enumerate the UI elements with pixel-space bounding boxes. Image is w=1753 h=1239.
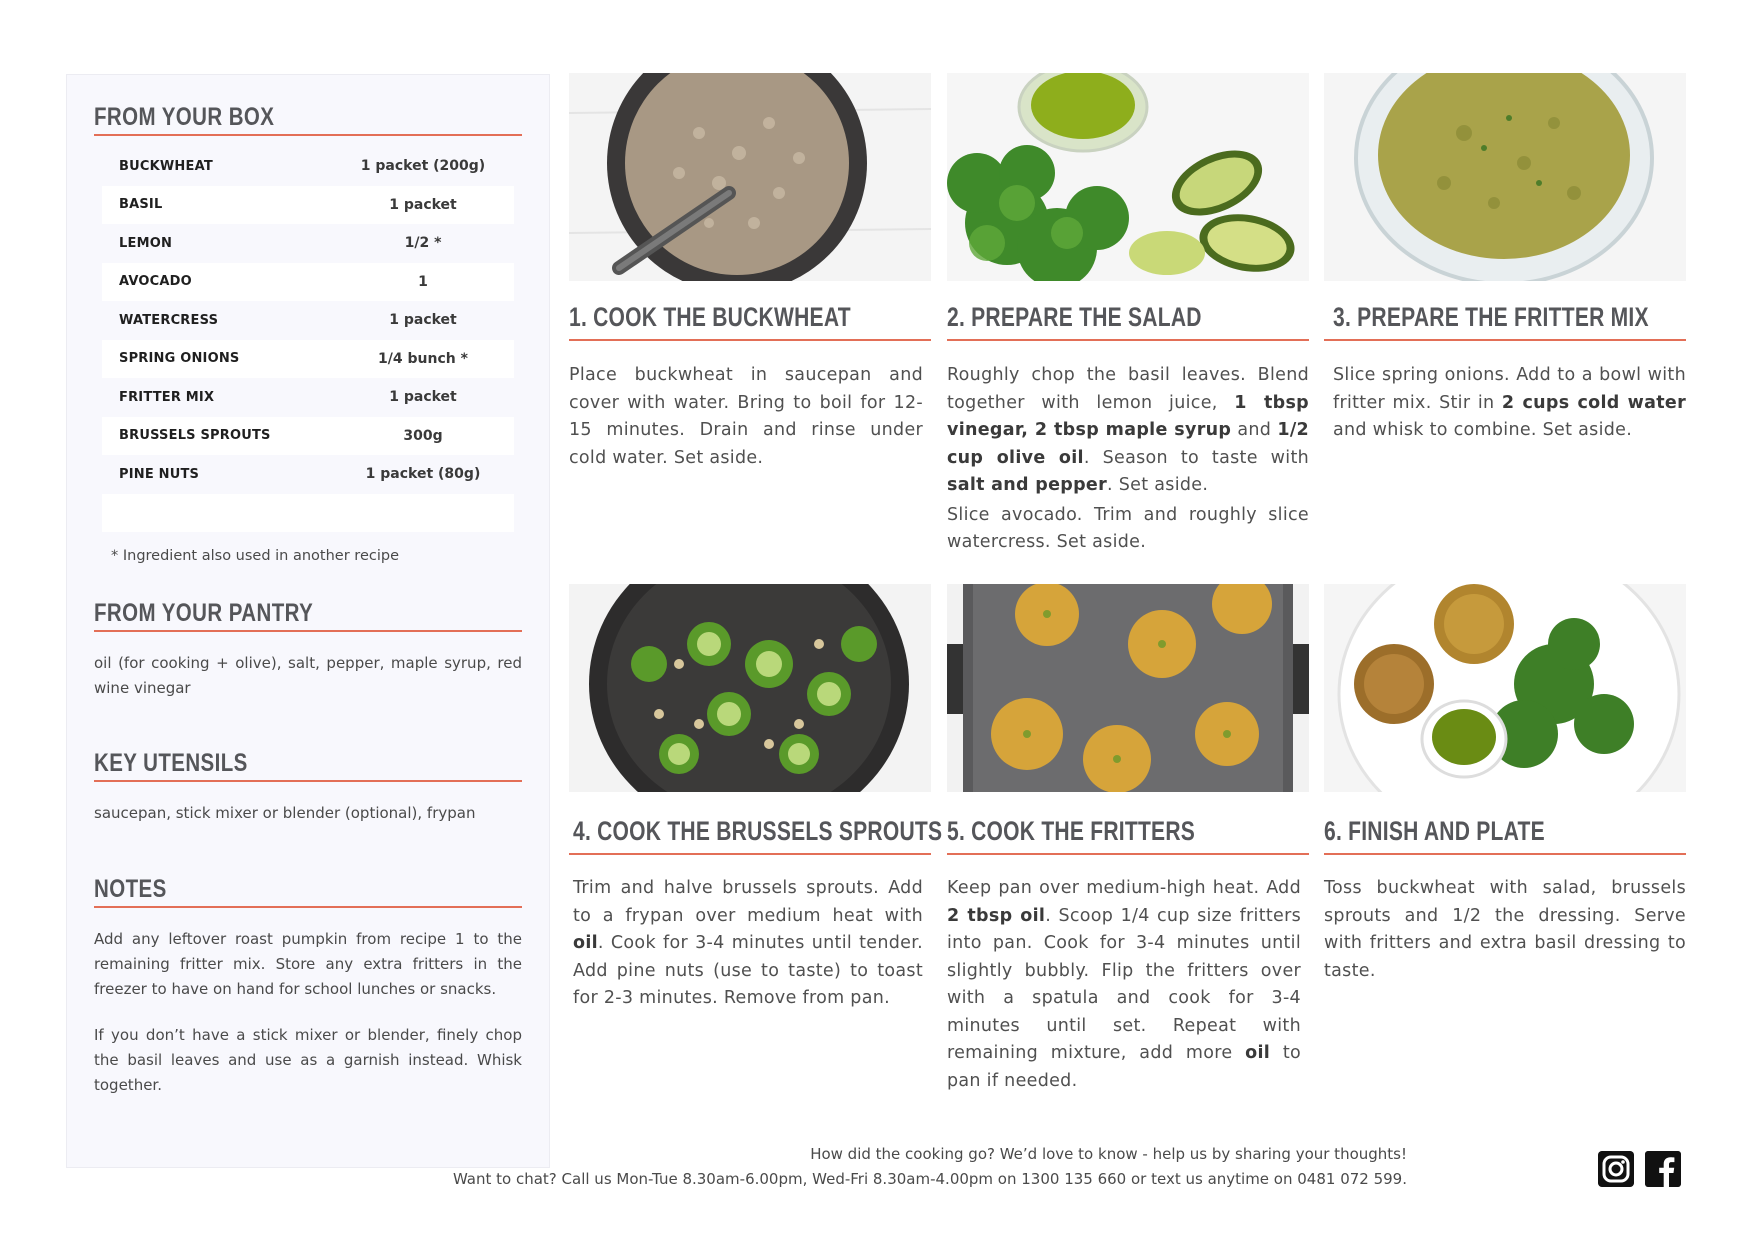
heading-rule [94,630,522,632]
ingredient-row [102,186,514,225]
ingredient-qty: 1/2 * [404,235,442,252]
ingredient-row [102,147,514,186]
step-1-text: Place buckwheat in saucepan and cover with water. Bring to boil for 12-15 minutes. Drain and rinse under cold water. Set aside. [569,365,923,468]
step-5-text: Keep pan over medium-high heat. Add 2 tbsp oil. Scoop 1/4 cup size fritters into pan. Cook for 3-4 minutes until slightly bubbly. Flip the fritters over with a spatula and cook for 3-4 minutes until set. Repeat with remaining mixture, add more oil to pan if needed. [947,878,1302,1091]
instagram-icon[interactable] [1598,1151,1634,1187]
ingredient-qty: 1 [418,273,428,290]
step-6-title: 6. FINISH AND PLATE [1324,816,1545,846]
contact-text: Want to chat? Call us Mon-Tue 8.30am-6.00pm, Wed-Fri 8.30am-4.00pm on 1300 135 660 or text us anytime on 0481 072 599. [452,1170,1407,1188]
ingredient-footnote: * Ingredient also used in another recipe [111,548,399,564]
ingredient-name: SPRING ONIONS [119,351,240,367]
step-4-image [569,584,931,792]
ingredient-name: BRUSSELS SPROUTS [119,428,271,444]
step-4-title: 4. COOK THE BRUSSELS SPROUTS [573,816,943,846]
ingredient-name: FRITTER MIX [119,389,215,405]
step-4-text: Trim and halve brussels sprouts. Add to a frypan over medium heat with oil. Cook for 3-4 minutes until tender. Add pine nuts (use to taste) to toast for 2-3 minutes. Remove from pan. [573,878,923,1008]
ingredient-name: LEMON [119,235,173,251]
ingredient-qty: 300g [403,427,443,444]
pantry-text: oil (for cooking + olive), salt, pepper, maple syrup, red wine vinegar [94,654,522,697]
notes-text-1: Add any leftover roast pumpkin from recipe 1 to the remaining fritter mix. Store any extra fritters in the freezer to have on hand for school lunches or snacks. [94,930,522,998]
ingredient-qty: 1 packet [389,389,457,406]
step-6-rule [1324,853,1686,855]
step-5-image [947,584,1309,792]
ingredient-row [102,340,514,379]
step-6-text: Toss buckwheat with salad, brussels sprouts and 1/2 the dressing. Serve with fritters and extra basil dressing to taste. [1324,878,1686,981]
ingredients-sidebar [66,74,550,1168]
heading-rule [94,780,522,782]
ingredient-row [102,263,514,302]
step-1-rule [569,339,931,341]
ingredient-row [102,417,514,456]
ingredient-name: BASIL [119,197,163,213]
notes-heading: NOTES [94,875,167,903]
step-2-rule [947,339,1309,341]
utensils-text: saucepan, stick mixer or blender (optional), frypan [94,804,476,822]
ingredient-name: WATERCRESS [119,312,219,328]
step-3-image [1324,73,1686,281]
ingredient-qty: 1 packet (200g) [360,158,486,175]
step-2-text [947,362,1309,557]
ingredient-qty: 1 packet [389,196,457,213]
notes-text-2: If you don’t have a stick mixer or blender, finely chop the basil leaves and use as a garnish instead. Whisk together. [94,1026,522,1094]
step-3-rule [1324,339,1686,341]
step-2-paragraph-1: Roughly chop the basil leaves. Blend together with lemon juice, 1 tbsp vinegar, 2 tbsp maple syrup and 1/2 cup olive oil. Season to taste with salt and pepper. Set aside. [947,365,1310,495]
heading-rule [94,134,522,136]
facebook-icon[interactable] [1645,1151,1681,1187]
heading-rule [94,906,522,908]
step-2-image [947,73,1309,281]
step-1-title: 1. COOK THE BUCKWHEAT [569,302,851,332]
from-your-pantry-heading: FROM YOUR PANTRY [94,599,314,627]
ingredient-qty: 1 packet [389,312,457,329]
ingredient-name: AVOCADO [119,274,192,290]
step-5-title: 5. COOK THE FRITTERS [947,816,1196,846]
ingredients-table [102,147,514,532]
feedback-text: How did the cooking go? We’d love to know - help us by sharing your thoughts! [810,1145,1407,1163]
step-2-title: 2. PREPARE THE SALAD [947,302,1202,332]
step-6-image [1324,584,1686,792]
ingredient-row [102,455,514,494]
ingredient-name: BUCKWHEAT [119,158,213,174]
step-4-rule [569,853,931,855]
step-2-paragraph-2: Slice avocado. Trim and roughly slice watercress. Set aside. [947,504,1309,552]
step-3-title: 3. PREPARE THE FRITTER MIX [1333,302,1649,332]
ingredient-row [102,224,514,263]
step-3-text: Slice spring onions. Add to a bowl with fritter mix. Stir in 2 cups cold water and whisk to combine. Set aside. [1333,365,1687,440]
ingredient-name: PINE NUTS [119,466,200,482]
ingredient-qty: 1 packet (80g) [365,466,481,483]
ingredient-row-empty [102,494,514,533]
step-5-rule [947,853,1309,855]
ingredient-row [102,301,514,340]
ingredient-row [102,378,514,417]
step-1-image [569,73,931,281]
key-utensils-heading: KEY UTENSILS [94,749,248,777]
ingredient-qty: 1/4 bunch * [378,350,468,367]
from-your-box-heading: FROM YOUR BOX [94,103,275,131]
